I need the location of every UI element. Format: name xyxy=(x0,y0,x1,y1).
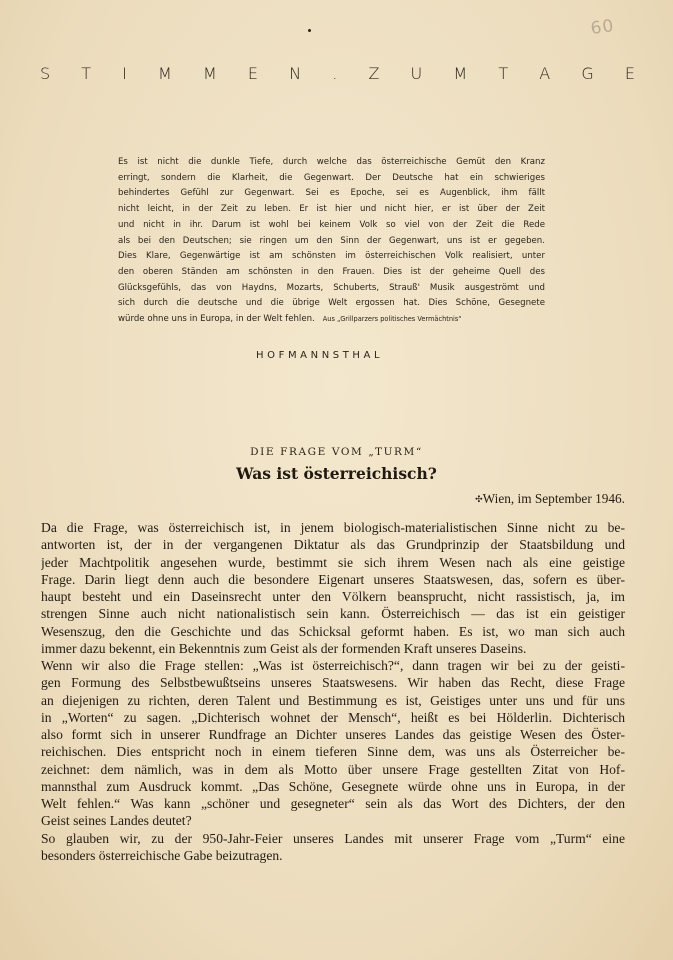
body-line: immer dazu bekennt, ein Bekenntnis zum Geist als der formenden Kraft unseres Daseins. xyxy=(41,640,527,656)
body-line: So glauben wir, zu der 950-Jahr-Feier unseres Landes mit unserer Frage vom „Turm“ eine xyxy=(41,830,625,846)
article-headline: Was ist österreichisch? xyxy=(236,464,437,483)
quote-line-text: würde ohne uns in Europa, in der Welt fehlen. xyxy=(118,314,315,325)
body-line: reichischen. Dies entspricht noch in einem tieferen Sinne dem, was uns als Österreicher be- xyxy=(41,744,625,760)
body-line: mannsthal zum Ausdruck kommt. „Das Schöne, Gesegnete würde ohne uns in Europa, in der xyxy=(41,778,625,794)
quote-line: Es ist nicht die dunkle Tiefe, durch welche das österreichische Gemüt den Kranz xyxy=(118,157,545,167)
quote-author: HOFMANNSTHAL xyxy=(256,350,384,361)
ornament-icon: ✣ xyxy=(475,494,483,504)
quote-line: erringt, sondern die Klarheit, die Gegenwart. Der Deutsche hat ein schwieriges xyxy=(118,172,545,183)
quote-line: nicht leicht, in der Zeit zu leben. Er ist hier und nicht hier, er ist über der Zeit xyxy=(118,204,545,215)
body-line: besonders österreichische Gabe beizutragen. xyxy=(41,847,283,863)
body-line: in „Worten“ zu sagen. „Dichterisch wohnet der Mensch“, heißt es bei Hölderlin. Dichterisch xyxy=(41,709,625,725)
dateline-text: Wien, im September 1946. xyxy=(482,491,625,506)
banner-letter: G xyxy=(581,64,594,83)
banner-letter: T xyxy=(498,64,509,83)
quote-line: sich durch die deutsche und die übrige Welt ergossen hat. Dies Schöne, Gesegnete xyxy=(118,298,545,309)
body-line: haupt besteht und ein Daseinsrecht unter den Völkern beansprucht, nicht rassistisch, ja, im xyxy=(41,589,625,604)
banner-letter: U xyxy=(410,64,423,83)
banner-letter: E xyxy=(247,64,259,83)
body-line: zeichnet: dem nämlich, was in dem als Motto über unsere Frage gestellten Zitat von Hof- xyxy=(41,761,625,777)
banner-letter: M xyxy=(202,64,217,83)
article-body xyxy=(41,519,625,864)
article-kicker: DIE FRAGE VOM „TURM“ xyxy=(250,446,423,458)
section-banner xyxy=(40,64,635,83)
quote-line: und nicht in ihr. Darum ist wohl bei keinem Volk so viel von der Zeit die Rede xyxy=(118,219,545,230)
banner-letter: M xyxy=(158,64,172,83)
ink-dot xyxy=(308,29,311,32)
banner-letter: N xyxy=(289,64,302,83)
banner-letter: . xyxy=(332,64,338,83)
quote-source: Aus „Grillparzers politisches Vermächtnis“ xyxy=(322,315,462,324)
banner-letter: I xyxy=(122,64,127,83)
body-line: also formt sich in unserer Rundfrage an Dichter unseres Landes das geistige Wesen des Öster- xyxy=(41,727,625,742)
body-line: Wesenszug, den die Geschichte und das Schicksal geformt haben. Es ist, wo man sich auch xyxy=(41,623,625,639)
body-line: gen Formung des Selbstbewußtseins unseres Staatswesens. Wir haben das Recht, diese Frage xyxy=(41,675,625,691)
quote-last-line xyxy=(118,312,545,328)
quote-line: behindertes Gefühl zur Gegenwart. Sei es Epoche, sei es Augenblick, ihm fällt xyxy=(118,188,545,199)
banner-letter: S xyxy=(40,64,51,83)
quote-line: als bei den Deutschen; sie ringen um den Sinn der Gegenwart, uns ist er gegeben. xyxy=(118,235,545,246)
banner-letter: A xyxy=(539,64,551,83)
quote-line: den oberen Ständen am schönsten in den Frauen. Dies ist der geheime Quell des xyxy=(118,266,545,277)
motto-quote xyxy=(118,155,545,328)
banner-letter: T xyxy=(81,64,92,83)
banner-letter: M xyxy=(453,64,468,83)
quote-line: Glücksgefühls, das von Haydns, Mozarts, Schuberts, Strauß' Musik ausgeströmt und xyxy=(118,282,545,293)
dateline xyxy=(475,491,625,507)
body-line: Geist seines Landes deutet? xyxy=(41,813,192,829)
quote-line: Dies Klare, Gegenwärtige ist am schönsten im österreichischen Volk realisiert, unter xyxy=(118,251,545,262)
banner-letter: E xyxy=(624,64,635,83)
body-line: an diejenigen zu richten, deren Talent und Bestimmung es ist, Geistiges unter uns und für uns xyxy=(41,692,625,708)
body-line: strengen Sinne auch nicht nationalistisch sein kann. Österreichisch — das ist ein geistiger xyxy=(41,606,625,622)
banner-letter: Z xyxy=(368,64,380,83)
pencil-annotation: 60 xyxy=(589,15,616,40)
body-line: Frage. Darin liegt denn auch die besondere Eigenart unseres Staatswesen, das, sofern es über- xyxy=(41,571,625,587)
body-line: jeder Machtpolitik angesehen wurde, bestimmt sie sich ihrem Wesen nach als eine geistige xyxy=(41,554,625,570)
body-line: antworten ist, der in der vergangenen Diktatur als das Grundprinzip der Staatsbildung und xyxy=(41,537,625,553)
body-line: Wenn wir also die Frage stellen: „Was ist österreichisch?“, dann tragen wir bei zu der geisti- xyxy=(41,658,625,673)
body-line: Welt fehlen.“ Was kann „schöner und gesegneter“ sein als das Wort des Dichters, der den xyxy=(41,796,625,811)
body-line: Da die Frage, was österreichisch ist, in jenem biologisch-materialistischen Sinne nicht zu be- xyxy=(41,520,625,535)
